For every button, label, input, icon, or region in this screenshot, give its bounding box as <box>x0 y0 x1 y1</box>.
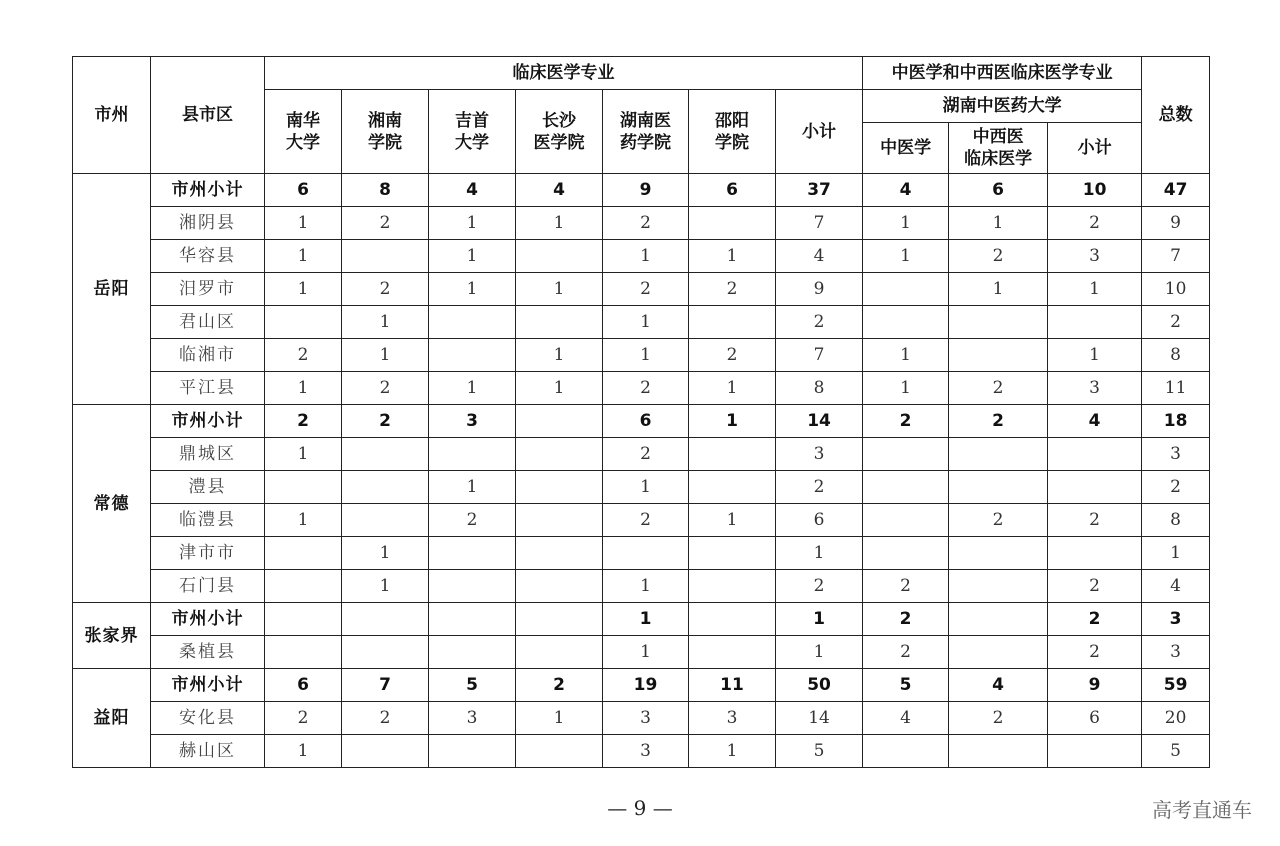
value-cell <box>342 504 429 537</box>
value-cell: 8 <box>342 174 429 207</box>
header-col-jishou: 吉首 大学 <box>429 90 516 174</box>
county-cell: 市州小计 <box>151 405 265 438</box>
page-number: — 9 — <box>607 796 673 820</box>
value-cell: 3 <box>1048 240 1142 273</box>
value-cell <box>1048 735 1142 768</box>
header-city: 市州 <box>73 57 151 174</box>
county-cell: 君山区 <box>151 306 265 339</box>
value-cell: 2 <box>265 405 342 438</box>
value-cell <box>949 339 1048 372</box>
value-cell: 2 <box>776 570 863 603</box>
value-cell: 6 <box>689 174 776 207</box>
value-cell <box>1048 438 1142 471</box>
value-cell <box>265 636 342 669</box>
value-cell: 6 <box>603 405 689 438</box>
header-col-nanhua: 南华 大学 <box>265 90 342 174</box>
value-cell: 3 <box>1142 603 1210 636</box>
subtotal-row <box>73 669 1210 702</box>
table-row <box>73 735 1210 768</box>
value-cell: 1 <box>1048 273 1142 306</box>
value-cell: 1 <box>689 240 776 273</box>
value-cell <box>429 603 516 636</box>
value-cell: 2 <box>776 471 863 504</box>
value-cell: 2 <box>949 405 1048 438</box>
value-cell: 2 <box>342 207 429 240</box>
table-row <box>73 339 1210 372</box>
value-cell <box>949 570 1048 603</box>
value-cell: 1 <box>949 273 1048 306</box>
value-cell: 2 <box>1142 471 1210 504</box>
value-cell <box>265 471 342 504</box>
county-cell: 石门县 <box>151 570 265 603</box>
value-cell: 1 <box>603 603 689 636</box>
value-cell: 6 <box>265 669 342 702</box>
table-row <box>73 471 1210 504</box>
table-row <box>73 504 1210 537</box>
value-cell: 1 <box>689 504 776 537</box>
value-cell: 1 <box>516 372 603 405</box>
table-row <box>73 372 1210 405</box>
value-cell: 3 <box>1142 438 1210 471</box>
value-cell <box>863 537 949 570</box>
value-cell: 9 <box>1048 669 1142 702</box>
city-cell: 张家界 <box>73 603 151 669</box>
value-cell: 6 <box>1048 702 1142 735</box>
value-cell <box>516 504 603 537</box>
value-cell: 2 <box>863 636 949 669</box>
value-cell: 3 <box>1142 636 1210 669</box>
value-cell: 1 <box>689 735 776 768</box>
value-cell <box>265 603 342 636</box>
value-cell <box>342 603 429 636</box>
watermark: 高考直通车 <box>1152 798 1252 822</box>
value-cell <box>516 405 603 438</box>
value-cell: 1 <box>863 207 949 240</box>
value-cell: 2 <box>603 207 689 240</box>
value-cell: 2 <box>516 669 603 702</box>
value-cell <box>949 537 1048 570</box>
table-row <box>73 636 1210 669</box>
header-total: 总数 <box>1142 57 1210 174</box>
table-row <box>73 207 1210 240</box>
value-cell: 1 <box>776 636 863 669</box>
value-cell <box>689 570 776 603</box>
value-cell: 47 <box>1142 174 1210 207</box>
county-cell: 湘阴县 <box>151 207 265 240</box>
value-cell: 11 <box>1142 372 1210 405</box>
value-cell: 1 <box>429 207 516 240</box>
value-cell: 8 <box>1142 339 1210 372</box>
value-cell: 3 <box>603 735 689 768</box>
value-cell: 1 <box>516 339 603 372</box>
value-cell: 2 <box>603 273 689 306</box>
value-cell <box>1048 537 1142 570</box>
value-cell: 14 <box>776 405 863 438</box>
table-row <box>73 438 1210 471</box>
value-cell: 1 <box>949 207 1048 240</box>
value-cell <box>949 735 1048 768</box>
value-cell <box>516 570 603 603</box>
city-cell: 常德 <box>73 405 151 603</box>
value-cell: 7 <box>1142 240 1210 273</box>
value-cell: 7 <box>776 207 863 240</box>
value-cell <box>863 471 949 504</box>
value-cell <box>516 636 603 669</box>
value-cell: 1 <box>603 240 689 273</box>
table-row <box>73 537 1210 570</box>
value-cell: 2 <box>1048 603 1142 636</box>
value-cell: 1 <box>265 735 342 768</box>
value-cell: 1 <box>603 306 689 339</box>
value-cell: 3 <box>689 702 776 735</box>
value-cell: 3 <box>1048 372 1142 405</box>
value-cell <box>949 636 1048 669</box>
value-cell: 1 <box>265 207 342 240</box>
header-col-clinical-subtotal: 小计 <box>776 90 863 174</box>
value-cell: 1 <box>516 207 603 240</box>
value-cell <box>342 438 429 471</box>
value-cell: 20 <box>1142 702 1210 735</box>
value-cell <box>429 537 516 570</box>
value-cell: 1 <box>265 273 342 306</box>
header-col-tcm-subtotal: 小计 <box>1048 123 1142 174</box>
value-cell: 2 <box>949 702 1048 735</box>
value-cell: 8 <box>776 372 863 405</box>
value-cell: 2 <box>342 405 429 438</box>
city-cell: 益阳 <box>73 669 151 768</box>
value-cell <box>265 537 342 570</box>
value-cell <box>265 570 342 603</box>
value-cell: 2 <box>1048 636 1142 669</box>
value-cell <box>429 339 516 372</box>
value-cell <box>429 735 516 768</box>
value-cell: 14 <box>776 702 863 735</box>
value-cell: 1 <box>603 471 689 504</box>
header-col-xiangnan: 湘南 学院 <box>342 90 429 174</box>
value-cell: 2 <box>603 438 689 471</box>
county-cell: 市州小计 <box>151 174 265 207</box>
header-county: 县市区 <box>151 57 265 174</box>
value-cell: 4 <box>429 174 516 207</box>
value-cell: 1 <box>429 273 516 306</box>
value-cell: 2 <box>603 504 689 537</box>
table-row <box>73 273 1210 306</box>
header-col-integrated: 中西医 临床医学 <box>949 123 1048 174</box>
city-cell: 岳阳 <box>73 174 151 405</box>
value-cell: 1 <box>429 471 516 504</box>
value-cell <box>949 306 1048 339</box>
value-cell: 2 <box>776 306 863 339</box>
value-cell <box>863 438 949 471</box>
value-cell: 5 <box>776 735 863 768</box>
value-cell: 9 <box>1142 207 1210 240</box>
header-tcm-university: 湖南中医药大学 <box>863 90 1142 123</box>
value-cell <box>603 537 689 570</box>
table-row <box>73 570 1210 603</box>
value-cell <box>863 306 949 339</box>
value-cell: 11 <box>689 669 776 702</box>
value-cell <box>689 438 776 471</box>
value-cell: 3 <box>603 702 689 735</box>
value-cell: 2 <box>1048 570 1142 603</box>
allocation-table <box>72 56 1210 768</box>
value-cell: 2 <box>265 702 342 735</box>
value-cell: 1 <box>603 339 689 372</box>
value-cell: 2 <box>863 405 949 438</box>
value-cell: 7 <box>776 339 863 372</box>
value-cell: 7 <box>342 669 429 702</box>
value-cell: 1 <box>429 240 516 273</box>
value-cell: 9 <box>776 273 863 306</box>
subtotal-row <box>73 174 1210 207</box>
value-cell: 6 <box>776 504 863 537</box>
value-cell <box>689 636 776 669</box>
value-cell: 1 <box>265 504 342 537</box>
value-cell: 6 <box>949 174 1048 207</box>
value-cell: 5 <box>863 669 949 702</box>
value-cell: 2 <box>342 372 429 405</box>
value-cell: 2 <box>1048 207 1142 240</box>
value-cell <box>342 471 429 504</box>
header-group-clinical: 临床医学专业 <box>265 57 863 90</box>
value-cell <box>516 438 603 471</box>
value-cell <box>949 438 1048 471</box>
value-cell: 2 <box>863 603 949 636</box>
header-col-tcm: 中医学 <box>863 123 949 174</box>
value-cell: 1 <box>342 306 429 339</box>
value-cell: 1 <box>265 438 342 471</box>
value-cell <box>429 438 516 471</box>
value-cell <box>429 636 516 669</box>
county-cell: 平江县 <box>151 372 265 405</box>
value-cell: 2 <box>1142 306 1210 339</box>
value-cell: 1 <box>342 570 429 603</box>
value-cell: 10 <box>1048 174 1142 207</box>
value-cell: 2 <box>863 570 949 603</box>
value-cell <box>1048 306 1142 339</box>
county-cell: 临澧县 <box>151 504 265 537</box>
value-cell <box>1048 471 1142 504</box>
county-cell: 市州小计 <box>151 669 265 702</box>
subtotal-row <box>73 603 1210 636</box>
county-cell: 津市市 <box>151 537 265 570</box>
value-cell: 4 <box>949 669 1048 702</box>
county-cell: 赫山区 <box>151 735 265 768</box>
value-cell: 10 <box>1142 273 1210 306</box>
value-cell <box>516 603 603 636</box>
value-cell: 2 <box>342 273 429 306</box>
value-cell: 9 <box>603 174 689 207</box>
value-cell: 1 <box>429 372 516 405</box>
value-cell: 1 <box>603 636 689 669</box>
value-cell: 1 <box>689 405 776 438</box>
value-cell <box>516 240 603 273</box>
value-cell <box>863 273 949 306</box>
value-cell <box>689 603 776 636</box>
table-row <box>73 240 1210 273</box>
value-cell: 5 <box>429 669 516 702</box>
value-cell: 1 <box>516 273 603 306</box>
value-cell: 2 <box>949 504 1048 537</box>
value-cell: 1 <box>863 240 949 273</box>
value-cell: 59 <box>1142 669 1210 702</box>
subtotal-row <box>73 405 1210 438</box>
value-cell: 1 <box>776 537 863 570</box>
value-cell: 37 <box>776 174 863 207</box>
value-cell <box>265 306 342 339</box>
value-cell: 1 <box>265 372 342 405</box>
value-cell: 2 <box>1048 504 1142 537</box>
value-cell <box>342 240 429 273</box>
value-cell: 1 <box>863 372 949 405</box>
county-cell: 安化县 <box>151 702 265 735</box>
value-cell: 2 <box>265 339 342 372</box>
value-cell <box>516 537 603 570</box>
value-cell: 4 <box>516 174 603 207</box>
county-cell: 汨罗市 <box>151 273 265 306</box>
value-cell: 4 <box>1048 405 1142 438</box>
value-cell: 2 <box>689 273 776 306</box>
value-cell <box>863 504 949 537</box>
table-row <box>73 306 1210 339</box>
value-cell: 1 <box>1048 339 1142 372</box>
value-cell: 3 <box>429 405 516 438</box>
value-cell: 2 <box>689 339 776 372</box>
header-group-tcm: 中医学和中西医临床医学专业 <box>863 57 1142 90</box>
value-cell <box>516 735 603 768</box>
value-cell: 1 <box>265 240 342 273</box>
value-cell: 1 <box>1142 537 1210 570</box>
value-cell: 2 <box>429 504 516 537</box>
value-cell: 2 <box>342 702 429 735</box>
table-row <box>73 702 1210 735</box>
value-cell <box>689 537 776 570</box>
value-cell: 18 <box>1142 405 1210 438</box>
value-cell <box>949 603 1048 636</box>
table-body <box>73 174 1210 768</box>
value-cell <box>342 636 429 669</box>
value-cell <box>429 306 516 339</box>
county-cell: 市州小计 <box>151 603 265 636</box>
county-cell: 澧县 <box>151 471 265 504</box>
value-cell <box>863 735 949 768</box>
county-cell: 临湘市 <box>151 339 265 372</box>
value-cell: 2 <box>603 372 689 405</box>
county-cell: 鼎城区 <box>151 438 265 471</box>
value-cell <box>516 306 603 339</box>
value-cell: 1 <box>516 702 603 735</box>
value-cell <box>689 306 776 339</box>
value-cell: 19 <box>603 669 689 702</box>
value-cell: 1 <box>689 372 776 405</box>
value-cell: 1 <box>342 537 429 570</box>
header-col-shaoyang: 邵阳 学院 <box>689 90 776 174</box>
value-cell: 3 <box>776 438 863 471</box>
county-cell: 桑植县 <box>151 636 265 669</box>
value-cell <box>516 471 603 504</box>
value-cell: 1 <box>342 339 429 372</box>
value-cell: 4 <box>863 174 949 207</box>
value-cell <box>429 570 516 603</box>
value-cell: 2 <box>949 240 1048 273</box>
value-cell: 1 <box>863 339 949 372</box>
value-cell: 2 <box>949 372 1048 405</box>
value-cell: 1 <box>603 570 689 603</box>
value-cell: 8 <box>1142 504 1210 537</box>
header-col-changsha: 长沙 医学院 <box>516 90 603 174</box>
county-cell: 华容县 <box>151 240 265 273</box>
value-cell: 6 <box>265 174 342 207</box>
value-cell <box>949 471 1048 504</box>
value-cell: 3 <box>429 702 516 735</box>
value-cell <box>342 735 429 768</box>
value-cell: 1 <box>776 603 863 636</box>
value-cell: 4 <box>863 702 949 735</box>
value-cell <box>689 471 776 504</box>
value-cell: 50 <box>776 669 863 702</box>
value-cell <box>689 207 776 240</box>
header-col-hunan-pharm: 湖南医 药学院 <box>603 90 689 174</box>
value-cell: 4 <box>776 240 863 273</box>
value-cell: 4 <box>1142 570 1210 603</box>
value-cell: 5 <box>1142 735 1210 768</box>
